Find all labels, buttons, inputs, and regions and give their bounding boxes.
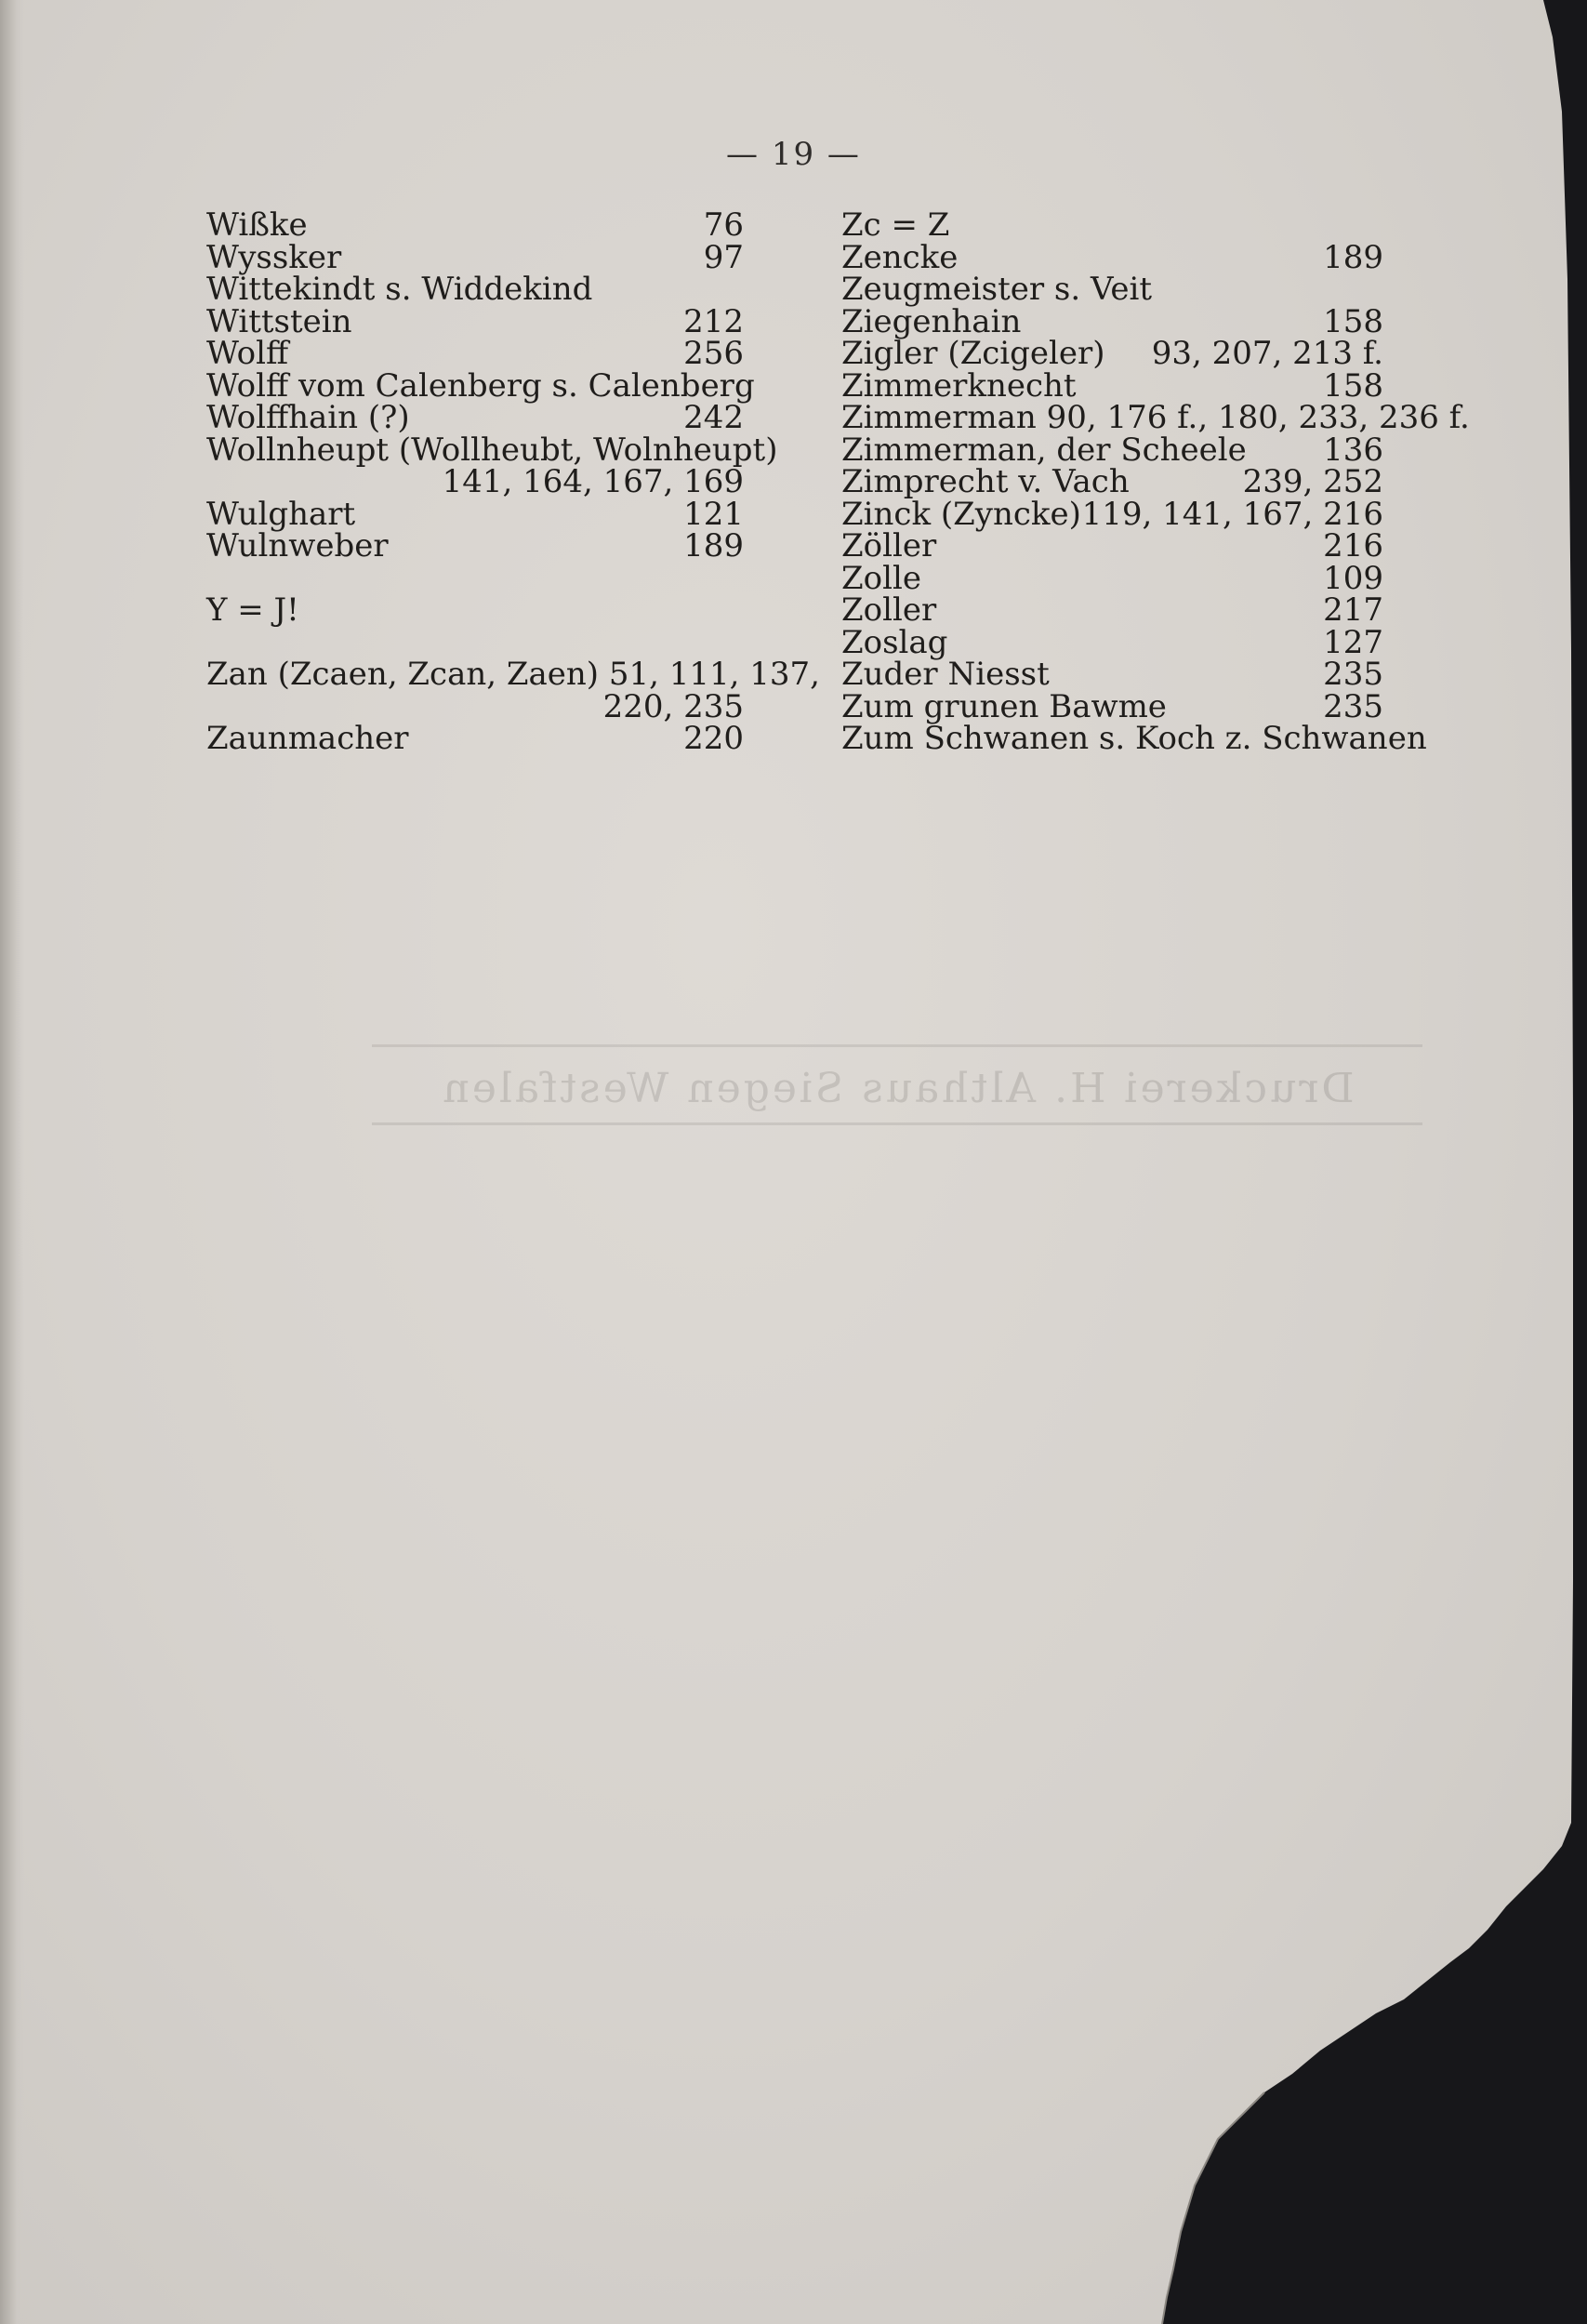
- index-term: Wittstein: [206, 302, 352, 340]
- index-entry: [206, 238, 744, 276]
- index-pages: 136: [1323, 431, 1383, 469]
- index-entry: [206, 273, 744, 306]
- index-pages: 212: [683, 302, 744, 340]
- index-pages: 189: [683, 527, 744, 564]
- index-entry: [841, 658, 1383, 691]
- index-term: Wolffhain (?): [206, 399, 410, 436]
- index-entry: [206, 335, 744, 372]
- index-entry: [206, 431, 778, 469]
- index-column-left: [206, 206, 820, 757]
- index-entry: [206, 687, 744, 725]
- index-term: Wollnheupt (Wollheubt, Wolnheupt): [206, 431, 778, 469]
- index-entry: [841, 527, 1383, 564]
- index-entry: [206, 527, 744, 564]
- index-pages: 158: [1323, 302, 1383, 340]
- index-term: Zan (Zcaen, Zcan, Zaen) 51, 111, 137,: [206, 656, 820, 693]
- index-pages: 141, 164, 167, 169: [442, 463, 744, 500]
- index-entry: [841, 591, 1383, 629]
- index-term: Zigler (Zcigeler): [841, 335, 1105, 372]
- index-term: Zimprecht v. Vach: [841, 463, 1130, 500]
- index-term: Zeugmeister s. Veit: [841, 271, 1153, 308]
- index-term: Zoller: [841, 591, 937, 629]
- index-entry: [841, 206, 1383, 244]
- index-pages: 127: [1323, 623, 1383, 661]
- page-number: — 19 —: [726, 136, 861, 173]
- index-term: Ziegenhain: [841, 302, 1022, 340]
- index-term: Zc = Z: [841, 206, 950, 244]
- index-pages: 97: [703, 238, 744, 276]
- index-entry: [841, 399, 1470, 436]
- index-entry: [841, 559, 1383, 597]
- index-pages: 216: [1323, 527, 1383, 564]
- index-term: Zimmerman 90, 176 f., 180, 233, 236 f.: [841, 399, 1470, 436]
- index-term: Zöller: [841, 527, 937, 564]
- index-entry: [206, 366, 755, 405]
- index-pages: 242: [683, 399, 744, 436]
- index-pages: 217: [1323, 591, 1383, 629]
- index-entry: [841, 273, 1383, 306]
- index-term: Wißke: [206, 206, 308, 244]
- index-term: Zencke: [841, 238, 959, 276]
- index-term: Zum Schwanen s. Koch z. Schwanen: [841, 720, 1427, 757]
- bleed-rule-top: [372, 1044, 1422, 1047]
- index-pages: 220: [683, 720, 744, 757]
- index-pages: 93, 207, 213 f.: [1151, 335, 1383, 372]
- index-entry: [841, 335, 1383, 372]
- index-pages: 121: [683, 495, 744, 533]
- index-entry: [206, 399, 744, 436]
- index-column-right: [841, 206, 1470, 757]
- index-pages: 158: [1323, 366, 1383, 405]
- index-term: Wittekindt s. Widdekind: [206, 271, 593, 308]
- index-entry: [841, 720, 1427, 757]
- index-pages: 76: [703, 206, 744, 244]
- index-entry: [206, 302, 744, 340]
- index-entry: [841, 623, 1383, 661]
- index-entry: [206, 206, 744, 244]
- index-term: Zolle: [841, 559, 921, 597]
- index-term: Wulghart: [206, 495, 356, 533]
- binding-edge: [0, 0, 24, 2324]
- index-pages: 235: [1323, 687, 1383, 725]
- bleed-rule-bottom: [372, 1122, 1422, 1125]
- index-entry: [206, 591, 744, 629]
- index-pages: 109: [1323, 559, 1383, 597]
- index-pages: 189: [1323, 238, 1383, 276]
- index-entry: [841, 687, 1383, 725]
- index-entry: [206, 627, 744, 659]
- index-term: Y = J!: [206, 591, 299, 629]
- index-entry: [206, 656, 820, 693]
- index-entry: [841, 302, 1383, 340]
- index-term: Wulnweber: [206, 527, 389, 564]
- index-term: Zoslag: [841, 623, 948, 661]
- index-entry: [206, 563, 744, 595]
- index-term: Wyssker: [206, 238, 342, 276]
- index-pages: 256: [683, 335, 744, 372]
- index-entry: [841, 463, 1383, 500]
- index-entry: [206, 720, 744, 757]
- index-term: Wolff: [206, 335, 289, 372]
- index-term: Zimmerman, der Scheele: [841, 431, 1247, 469]
- index-entry: [206, 495, 744, 533]
- index-pages: 235: [1323, 656, 1383, 693]
- index-entry: [841, 366, 1383, 405]
- bleed-through-imprint: [372, 1037, 1422, 1130]
- index-pages: 220, 235: [602, 687, 744, 725]
- index-pages: 239, 252: [1242, 463, 1383, 500]
- index-entry: [206, 463, 744, 500]
- index-term: Zimmerknecht: [841, 366, 1077, 405]
- index-pages: 119, 141, 167, 216: [1081, 495, 1383, 533]
- bleed-through-text: Druckerei H. Althaus Siegen Westfalen: [440, 1065, 1355, 1112]
- index-entry: [841, 495, 1383, 533]
- index-term: Zum grunen Bawme: [841, 687, 1167, 725]
- index-term: Zuder Niesst: [841, 656, 1050, 693]
- index-term: Zaunmacher: [206, 720, 409, 757]
- index-term: Wolff vom Calenberg s. Calenberg: [206, 366, 755, 405]
- index-term: Zinck (Zyncke): [841, 495, 1081, 533]
- index-entry: [841, 238, 1383, 276]
- index-entry: [841, 431, 1383, 469]
